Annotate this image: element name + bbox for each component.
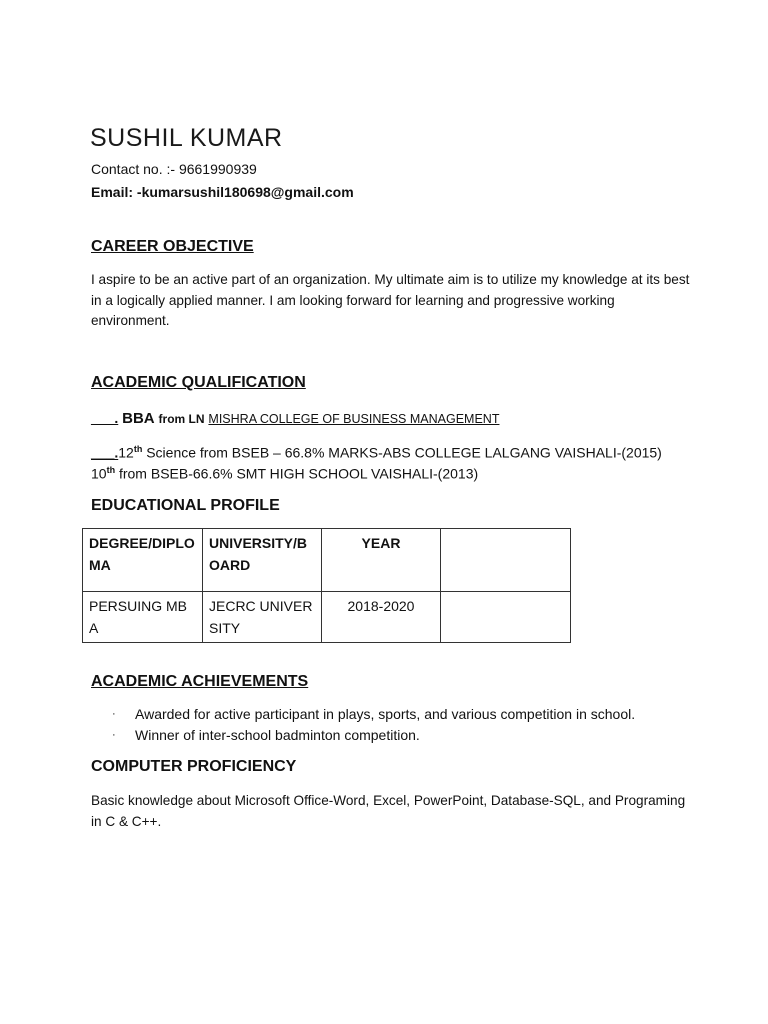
bba-lead: ___. [91, 410, 119, 426]
twelfth-line [91, 444, 662, 461]
bba-line [91, 410, 499, 427]
twelfth-lead: ___. [91, 444, 119, 461]
contact-number: 9661990939 [178, 161, 257, 177]
tenth-sup: th [106, 465, 116, 475]
table-header-cell: UNIVERSITY/BOARD [203, 529, 322, 592]
table-cell: 2018-2020 [322, 592, 441, 643]
twelfth-sup: th [133, 444, 143, 454]
list-item [108, 704, 635, 725]
computer-proficiency-heading: COMPUTER PROFICIENCY [91, 758, 297, 775]
tenth-text: from BSEB-66.6% SMT HIGH SCHOOL VAISHALI-(2013) [118, 465, 479, 482]
educational-profile-table [82, 528, 571, 643]
candidate-name: SUSHIL KUMAR [90, 124, 283, 152]
table-cell: JECRC UNIVERSITY [203, 592, 322, 643]
table-header-cell [441, 529, 571, 592]
career-objective-heading: CAREER OBJECTIVE [91, 238, 254, 255]
table-cell [441, 592, 571, 643]
email-address: kumarsushil180698@gmail.com [141, 184, 354, 200]
educational-profile-heading: EDUCATIONAL PROFILE [91, 497, 280, 514]
achievements-list [108, 704, 635, 746]
academic-qualification-heading: ACADEMIC QUALIFICATION [91, 374, 306, 391]
list-item [108, 725, 635, 746]
tenth-number: 10 [91, 465, 107, 482]
email-line [91, 184, 354, 200]
bba-degree: BBA [122, 410, 155, 427]
contact-label: Contact no. :- [91, 161, 176, 177]
twelfth-text: Science from BSEB – 66.8% MARKS-ABS COLLEGE LALGANG VAISHALI-(2015) [146, 444, 662, 461]
tenth-line [91, 465, 478, 482]
academic-achievements-heading: ACADEMIC ACHIEVEMENTS [91, 673, 309, 690]
table-header-row [83, 529, 571, 592]
email-label: Email: - [91, 184, 142, 200]
achievement-text: Winner of inter-school badminton competition. [135, 727, 420, 743]
table-row [83, 592, 571, 643]
bullet-icon: · [112, 708, 116, 720]
career-objective-text: I aspire to be an active part of an organization. My ultimate aim is to utilize my knowledge at its best in a logically applied manner. I am looking forward for learning and progressive working environment. [91, 272, 690, 328]
table-cell: PERSUING MBA [83, 592, 203, 643]
table-header-cell: DEGREE/DIPLOMA [83, 529, 203, 592]
bba-institution: MISHRA COLLEGE OF BUSINESS MANAGEMENT [208, 412, 500, 426]
bba-from: from LN [158, 412, 205, 426]
twelfth-number: 12 [118, 444, 134, 461]
achievement-text: Awarded for active participant in plays, sports, and various competition in school. [135, 706, 636, 722]
table-header-cell: YEAR [322, 529, 441, 592]
contact-line [91, 161, 257, 177]
computer-proficiency-text: Basic knowledge about Microsoft Office-Word, Excel, PowerPoint, Database-SQL, and Programing in C & C++. [91, 793, 686, 829]
bullet-icon: · [112, 729, 116, 741]
